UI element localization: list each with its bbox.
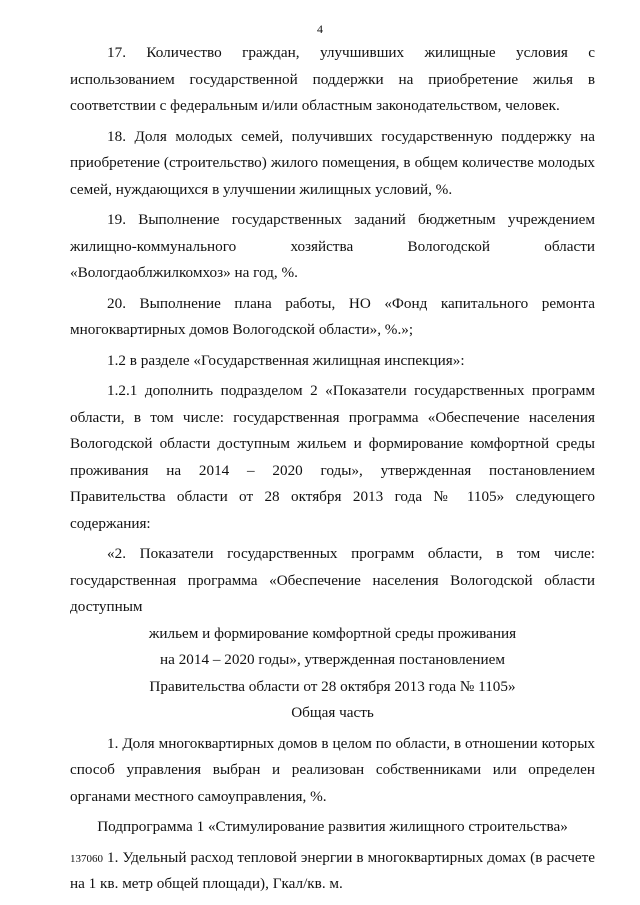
paragraph-18: 18. Доля молодых семей, получивших государственную поддержку на приобретение (строительство) жилого помещения, в общем количестве молодых семей, нуждающихся в улучшении жилищных условий, %.: [70, 127, 595, 198]
paragraph-20: 20. Выполнение плана работы, НО «Фонд капитального ремонта многоквартирных домов Вологодской области», %.»;: [70, 294, 595, 338]
document-id: 137060: [70, 853, 103, 865]
paragraph-1-2: 1.2 в разделе «Государственная жилищная инспекция»:: [107, 351, 465, 369]
subsection-heading-line-4: Правительства области от 28 октября 2013 года № 1105»: [149, 677, 516, 695]
paragraph-17: 17. Количество граждан, улучшивших жилищные условия с использованием государственной поддержки на приобретение жилья в соответствии с федеральным и/или областным законодательством, человек.: [70, 44, 595, 114]
general-part-title: Общая часть: [291, 704, 374, 721]
subsection-heading-line-1: «2. Показатели государственных программ области, в том числе: государственная программа «Обеспечение населения Вологодской области доступным: [70, 545, 595, 615]
subsection-heading-line-3: на 2014 – 2020 годы», утвержденная постановлением: [160, 651, 505, 668]
paragraph-19: 19. Выполнение государственных заданий бюджетным учреждением жилищно-коммунального хозяйства Вологодской области «Вологдаоблжилкомхоз» на год, %.: [70, 211, 595, 281]
page-number: 4: [317, 22, 323, 36]
subprogram-1-item-1: 1. Удельный расход тепловой энергии в многоквартирных домах (в расчете на 1 кв. метр общей площади), Гкал/кв. м.: [70, 848, 595, 892]
document-body: [70, 40, 595, 902]
subprogram-1-title: Подпрограмма 1 «Стимулирование развития жилищного строительства»: [97, 818, 568, 835]
subsection-heading: [70, 541, 595, 700]
subsection-heading-line-2: жильем и формирование комфортной среды проживания: [148, 624, 517, 642]
general-part-item-1: 1. Доля многоквартирных домов в целом по области, в отношении которых способ управления выбран и реализован собственниками или определен органами местного самоуправления, %.: [70, 734, 595, 805]
paragraph-1-2-1: 1.2.1 дополнить подразделом 2 «Показатели государственных программ области, в том числе: государственная программа «Обеспечение населения Вологодской области доступным жильем и формирование комфортной среды проживания на 2014 – 2020 годы», утвержденная постановлением Правительства области от 28 октября 2013 года № 1105» следующего содержания:: [70, 382, 595, 532]
